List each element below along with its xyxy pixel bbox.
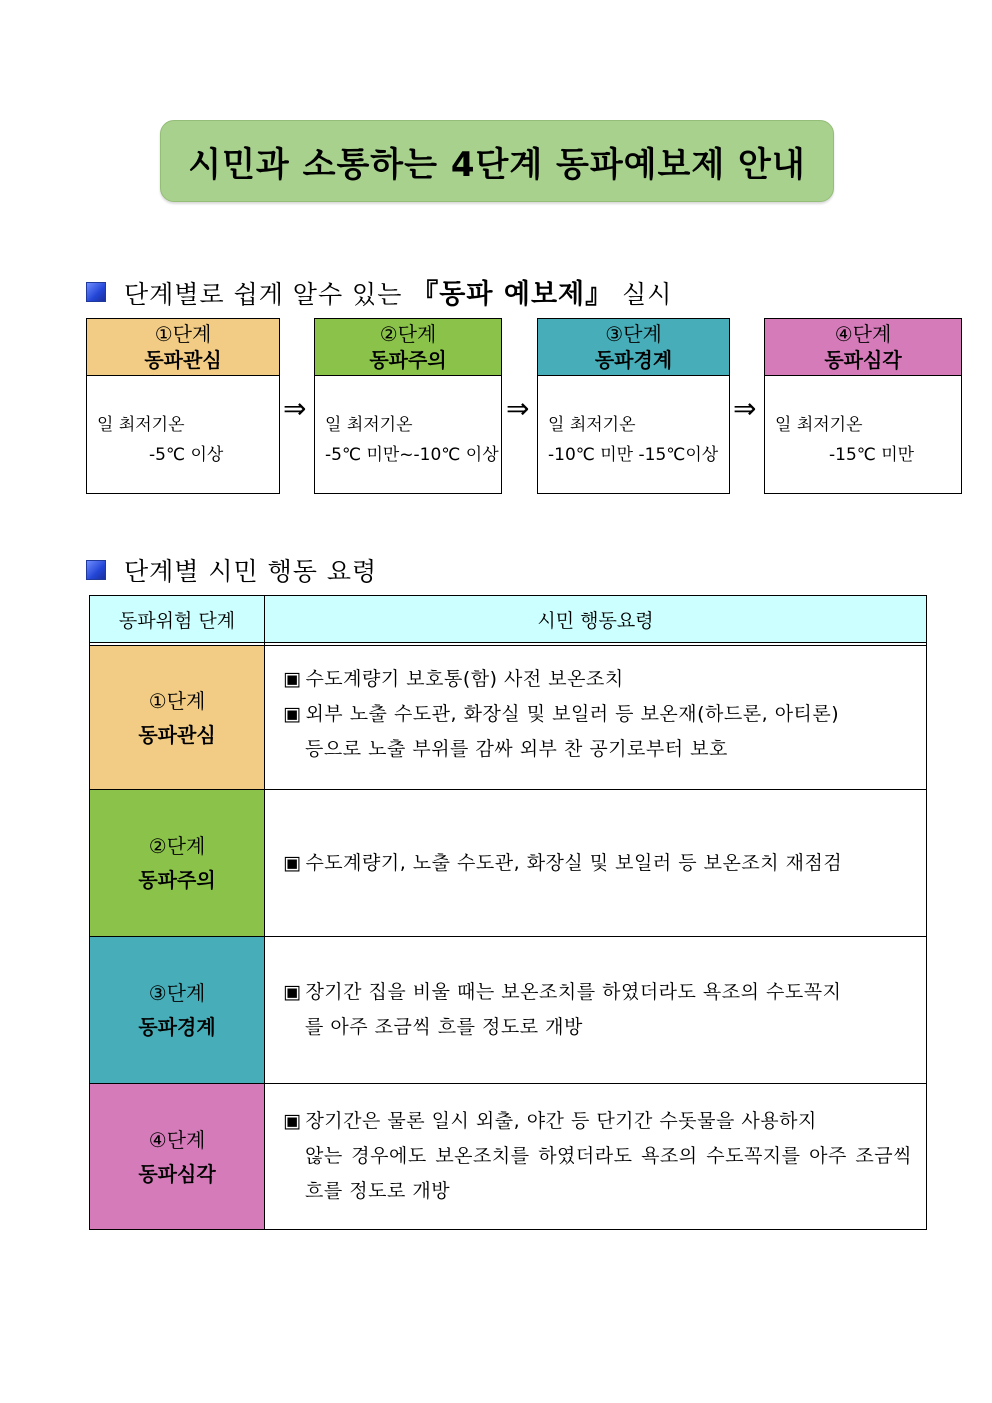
section1-pre: 단계별로 쉽게 알수 있는 (124, 280, 403, 309)
stage-step: ①단계 (154, 322, 212, 346)
list-item-continuation: 않는 경우에도 보온조치를 하였더라도 욕조의 수도꼭지를 아주 조금씩 흐를 정도로 개방 (305, 1145, 912, 1202)
page-title-banner (160, 120, 834, 202)
checkbox-marker-icon: ▣ (283, 981, 302, 1003)
arrow-icon: ⇒ (283, 392, 307, 425)
stage-box-2 (314, 318, 502, 494)
stage-name: 동파관심 (144, 348, 222, 372)
square-bullet-icon (86, 560, 106, 580)
list-item: ▣ 장기간 집을 비울 때는 보온조치를 하였더라도 욕조의 수도꼭지 (283, 981, 842, 1003)
stage-cell: ②단계 동파주의 (90, 790, 265, 937)
table-header-row (90, 596, 927, 643)
arrow-icon: ⇒ (733, 392, 757, 425)
stage-label: 일 최저기온 (97, 415, 185, 435)
page-title: 시민과 소통하는 4단계 동파예보제 안내 (188, 144, 806, 185)
stage-label: 일 최저기온 (548, 415, 636, 435)
stage-step: ②단계 (379, 322, 437, 346)
section1-bold: 『동파 예보제』 (411, 279, 614, 310)
stage-range: -5℃ 이상 (149, 445, 224, 465)
actions-cell (265, 1084, 927, 1230)
checkbox-marker-icon: ▣ (283, 1110, 302, 1132)
checkbox-marker-icon: ▣ (283, 851, 302, 874)
section1-post: 실시 (622, 280, 673, 309)
action-table (89, 595, 927, 1230)
arrow-icon: ⇒ (506, 392, 530, 425)
table-row (90, 937, 927, 1084)
list-item: ▣ 수도계량기, 노출 수도관, 화장실 및 보일러 등 보온조치 재점검 (283, 851, 843, 874)
list-item: ▣ 외부 노출 수도관, 화장실 및 보일러 등 보온재(하드론, 아티론) (283, 703, 840, 725)
stage-name: 동파경계 (594, 348, 673, 372)
stage-box-1 (86, 318, 280, 494)
actions-cell (265, 646, 927, 790)
table-row (90, 646, 927, 790)
stage-label: 일 최저기온 (325, 415, 413, 435)
stage-header-1 (87, 319, 279, 376)
checkbox-marker-icon: ▣ (283, 668, 302, 690)
actions-cell (265, 790, 927, 937)
stage-cell: ④단계 동파심각 (90, 1084, 265, 1230)
stage-range: -15℃ 미만 (829, 445, 915, 465)
stage-range: -5℃ 미만~-10℃ 이상 (325, 445, 499, 465)
list-item-continuation: 등으로 노출 부위를 감싸 외부 찬 공기로부터 보호 (305, 738, 728, 760)
section-heading-forecast (86, 272, 672, 311)
table-row (90, 790, 927, 937)
header-stage: 동파위험 단계 (90, 596, 265, 643)
stage-header-4 (765, 319, 961, 376)
section2-label: 단계별 시민 행동 요령 (124, 557, 378, 586)
stage-name: 동파주의 (369, 348, 447, 372)
actions-cell (265, 937, 927, 1084)
stage-box-3 (537, 318, 730, 494)
stage-name: 동파심각 (824, 348, 902, 372)
table-row (90, 1084, 927, 1230)
section-heading-actions (86, 552, 377, 588)
stage-header-2 (315, 319, 501, 376)
stage-cell: ③단계 동파경계 (90, 937, 265, 1084)
list-item-continuation: 를 아주 조금씩 흐를 정도로 개방 (305, 1016, 583, 1038)
stage-range: -10℃ 미만 -15℃이상 (548, 445, 719, 465)
stage-label: 일 최저기온 (775, 415, 863, 435)
stage-box-4 (764, 318, 962, 494)
stage-header-3 (538, 319, 729, 376)
header-actions: 시민 행동요령 (265, 596, 927, 643)
stage-cell: ①단계 동파관심 (90, 646, 265, 790)
stage-step: ④단계 (834, 322, 892, 346)
stage-step: ③단계 (605, 322, 662, 346)
checkbox-marker-icon: ▣ (283, 703, 302, 725)
square-bullet-icon (86, 282, 106, 302)
list-item: ▣ 장기간은 물론 일시 외출, 야간 등 단기간 수돗물을 사용하지 (283, 1110, 817, 1132)
list-item: ▣ 수도계량기 보호통(함) 사전 보온조치 (283, 668, 624, 690)
